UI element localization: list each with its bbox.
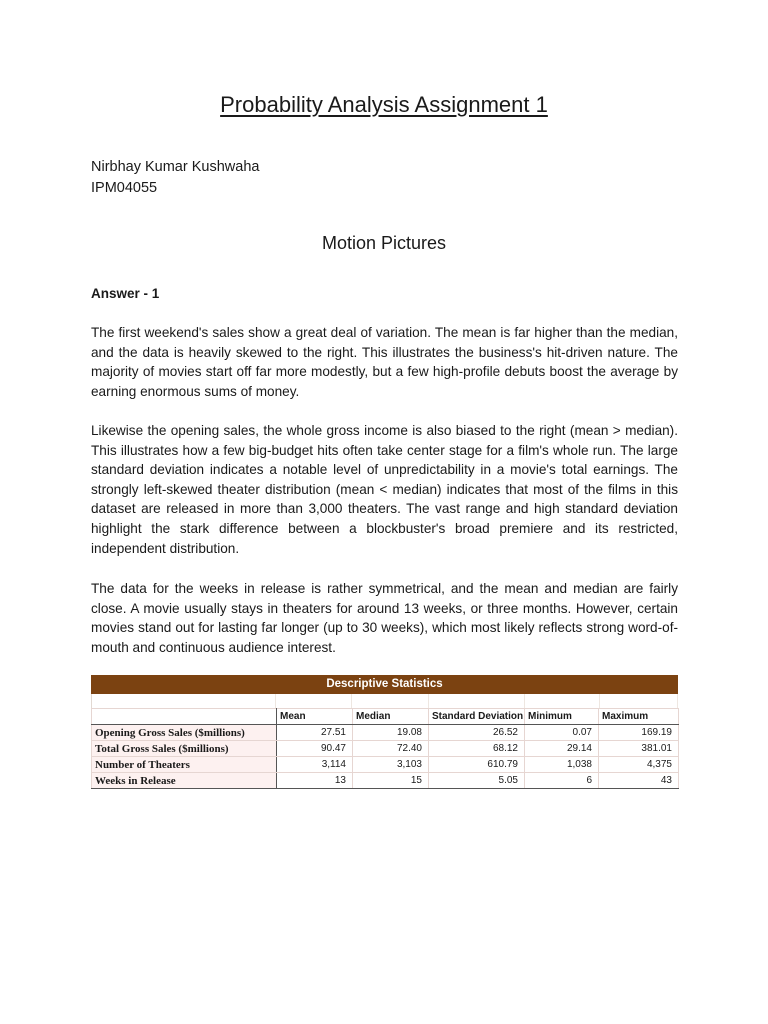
column-header: Mean [277,709,353,725]
author-name: Nirbhay Kumar Kushwaha [91,159,260,175]
header-corner-cell [92,709,277,725]
row-label: Number of Theaters [92,757,277,773]
table-cell: 43 [599,773,679,789]
author-id: IPM04055 [91,180,158,196]
row-label: Total Gross Sales ($millions) [92,741,277,757]
table-cell: 26.52 [429,725,525,741]
table-cell: 381.01 [599,741,679,757]
table-cell: 4,375 [599,757,679,773]
table-cell: 610.79 [429,757,525,773]
column-header: Minimum [525,709,599,725]
table-header-row [92,709,679,725]
table-spacer-row [91,694,678,708]
table-cell: 0.07 [525,725,599,741]
statistics-grid [91,708,679,789]
table-cell: 68.12 [429,741,525,757]
row-label: Weeks in Release [92,773,277,789]
paragraph-opening-sales: The first weekend's sales show a great deal of variation. The mean is far higher than the median, and the data is heavily skewed to the right. This illustrates the business's hit-driven nature. The majority of movies start off far more modestly, but a few high-profile debuts boost the average by earning enormous sums of money. [91,325,678,399]
table-cell: 6 [525,773,599,789]
answer-heading: Answer - 1 [91,286,160,301]
table-title: Descriptive Statistics [91,675,678,694]
author-block [91,157,259,199]
column-header: Standard Deviation [429,709,525,725]
table-cell: 72.40 [353,741,429,757]
table-row [92,773,679,789]
document-title: Probability Analysis Assignment 1 [220,92,548,117]
column-header: Maximum [599,709,679,725]
paragraph-total-gross: Likewise the opening sales, the whole gross income is also biased to the right (mean > median). This illustrates how a few big-budget hits often take center stage for a film's whole run. The large standard deviation indicates a notable level of unpredictability in a movie's total earnings. The strongly left-skewed theater distribution (mean < median) indicates that most of the films in this dataset are released in more than 3,000 theaters. The vast range and high standard deviation highlight the stark difference between a blockbuster's broad premiere and its restricted, independent distribution. [91,423,678,556]
table-cell: 27.51 [277,725,353,741]
table-row [92,757,679,773]
section-subtitle: Motion Pictures [321,233,447,253]
table-cell: 15 [353,773,429,789]
table-cell: 13 [277,773,353,789]
row-label: Opening Gross Sales ($millions) [92,725,277,741]
paragraph-weeks-release: The data for the weeks in release is rather symmetrical, and the mean and median are fairly close. A movie usually stays in theaters for around 13 weeks, or three months. However, certain movies stand out for lasting far longer (up to 30 weeks), which most likely reflects strong word-of-mouth and continuous audience interest. [91,581,678,655]
table-cell: 3,103 [353,757,429,773]
descriptive-statistics-table [91,675,678,789]
column-header: Median [353,709,429,725]
table-cell: 90.47 [277,741,353,757]
table-cell: 29.14 [525,741,599,757]
table-cell: 5.05 [429,773,525,789]
table-cell: 1,038 [525,757,599,773]
table-row [92,725,679,741]
table-cell: 3,114 [277,757,353,773]
table-cell: 19.08 [353,725,429,741]
table-cell: 169.19 [599,725,679,741]
table-row [92,741,679,757]
